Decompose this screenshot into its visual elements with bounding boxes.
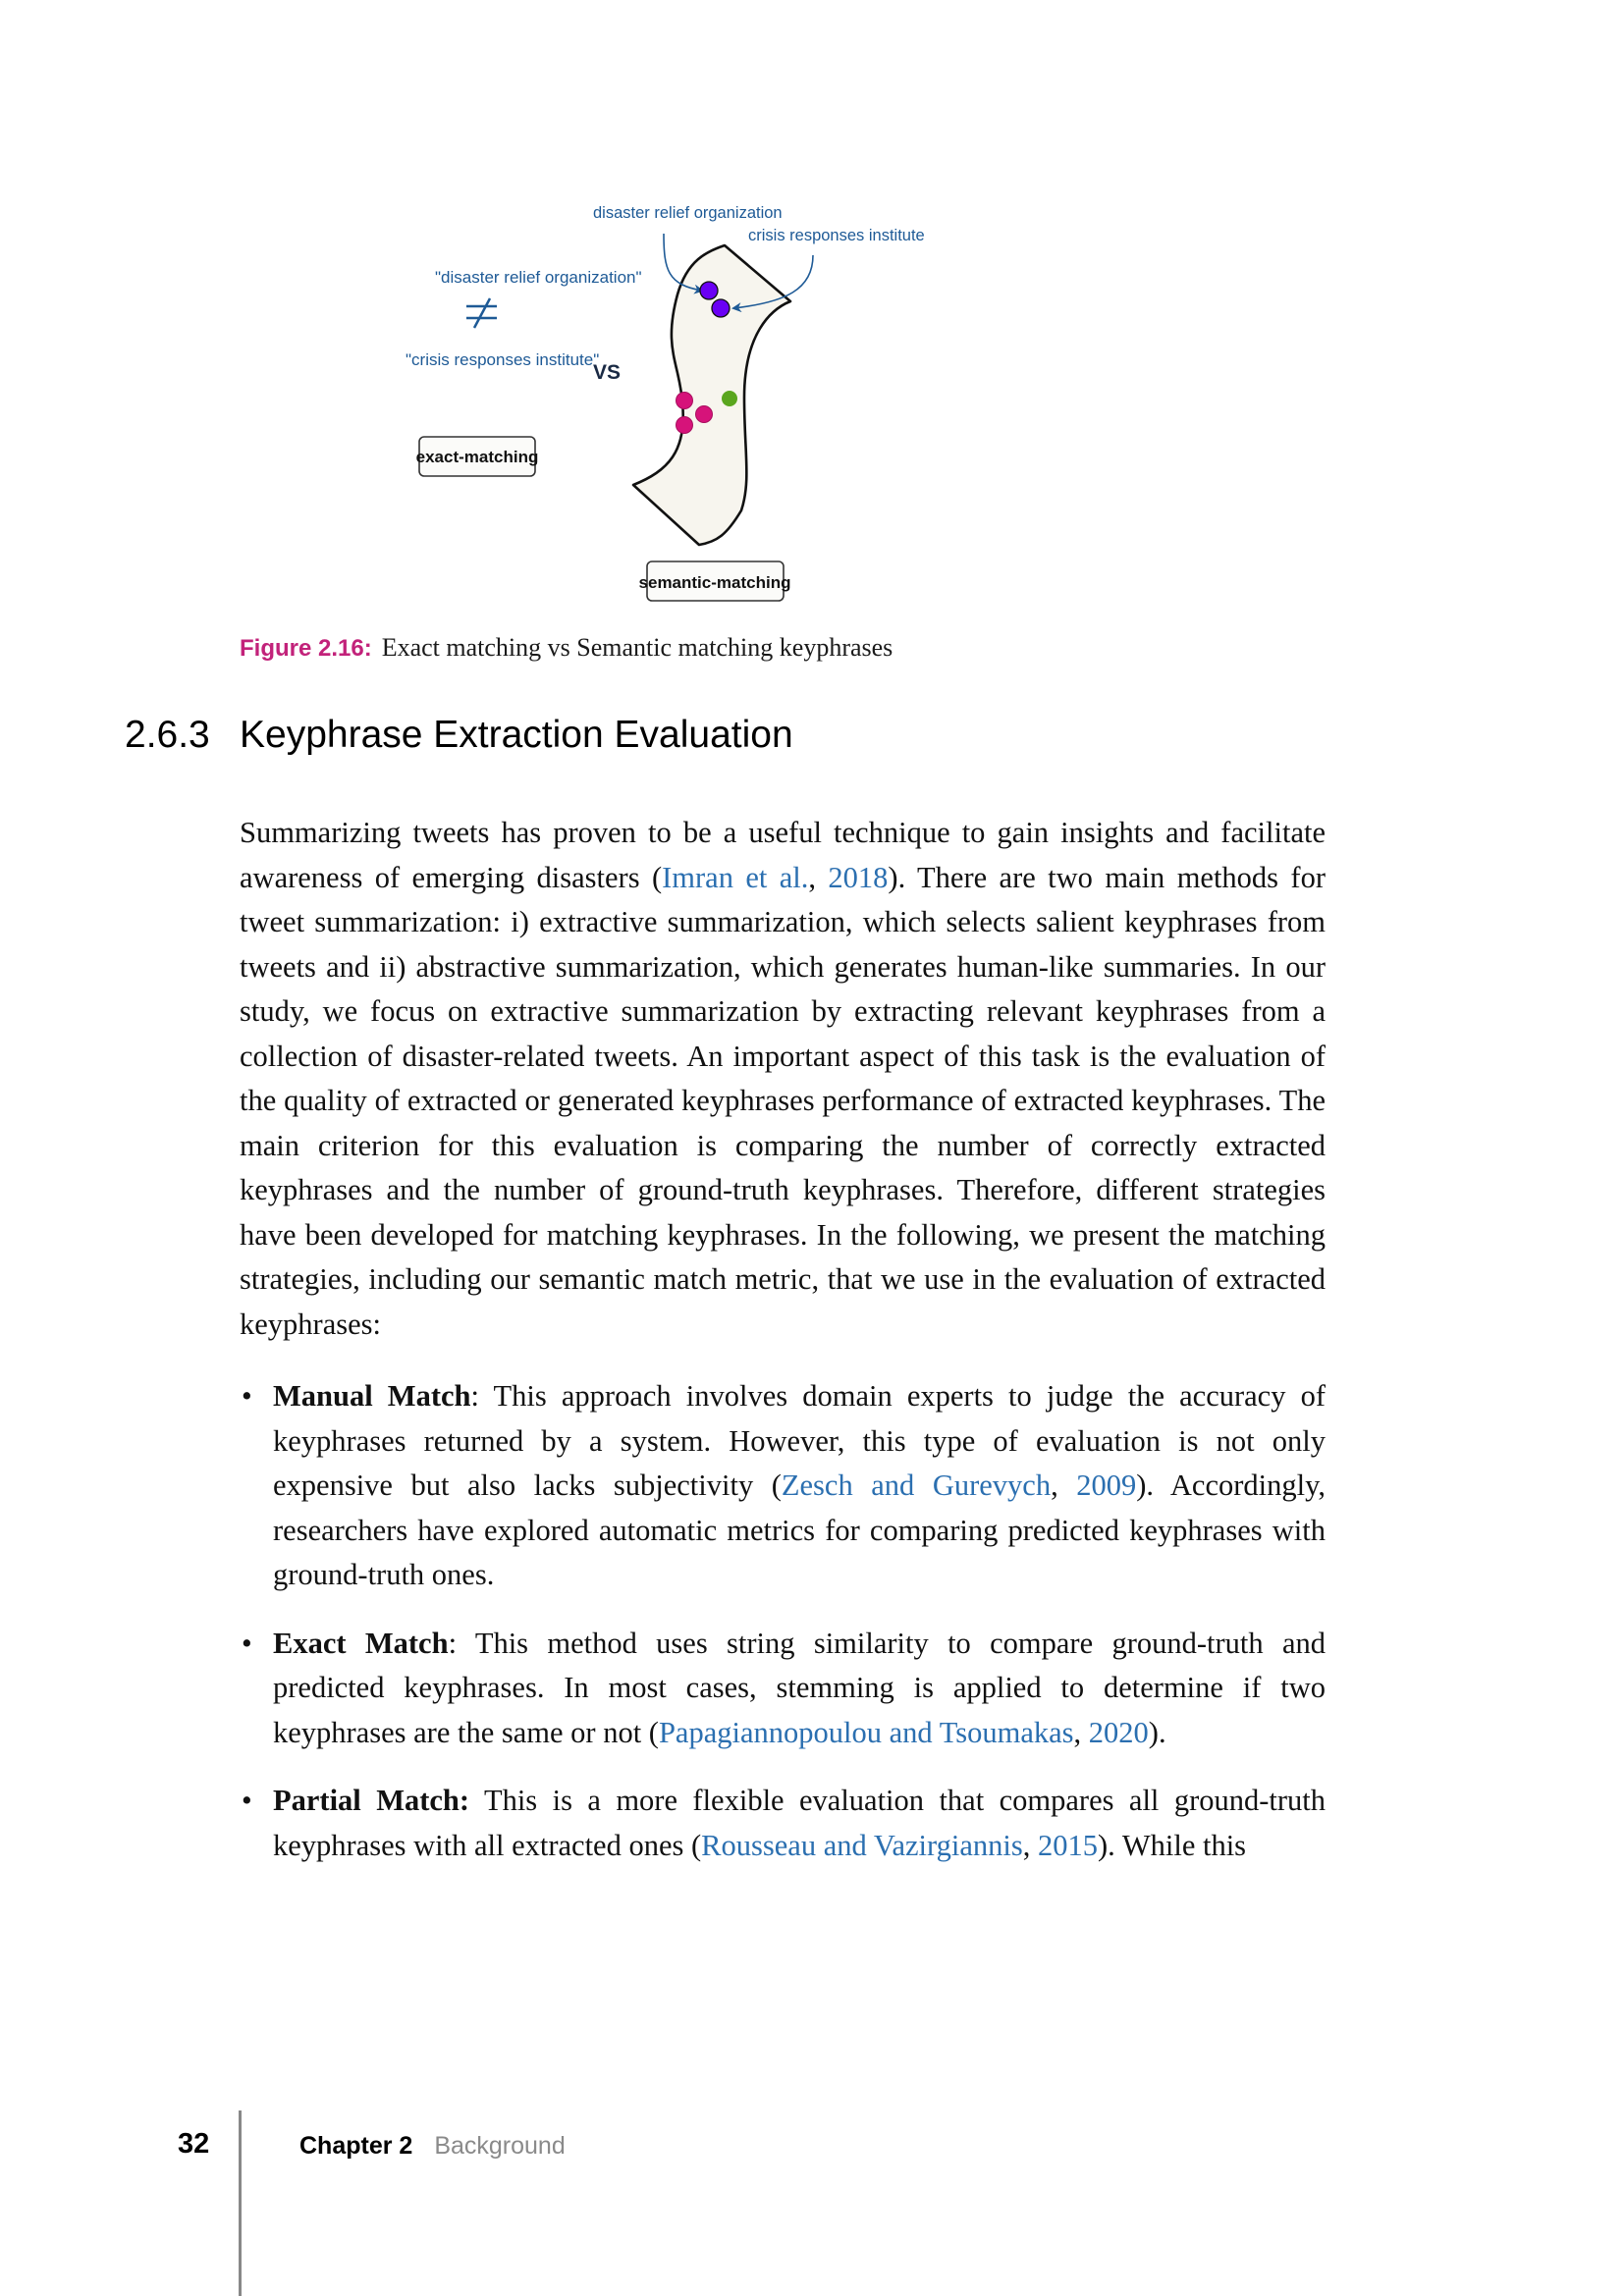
footer-divider xyxy=(239,2110,242,2296)
vs-label: VS xyxy=(593,361,622,384)
bullet-icon: • xyxy=(242,1379,252,1413)
citation-separator: , xyxy=(808,860,829,894)
left-phrase-crisis-responses: "crisis responses institute" xyxy=(406,350,600,369)
figure-caption xyxy=(240,631,893,666)
paragraph-text-start: Summarizing tweets has proven to be a useful technique to gain insights and facilitate awareness of emerging disasters ( xyxy=(240,816,1326,894)
list-item-tail: ). Accordingly, researchers have explored automatic metrics for comparing predicted keyphrases with ground-truth ones. xyxy=(273,1468,1326,1591)
list-item-term: Manual Match xyxy=(273,1379,471,1413)
list-item-term: Exact Match xyxy=(273,1626,449,1660)
semantic-matching-box xyxy=(639,561,791,601)
arrow-label-crisis-responses: crisis responses institute xyxy=(748,227,925,244)
figure-caption-text: Exact matching vs Semantic matching keyphrases xyxy=(381,633,893,662)
citation-papagiannopoulou-author[interactable]: Papagiannopoulou and Tsoumakas xyxy=(658,1715,1074,1749)
list-item-manual-match xyxy=(240,1374,1326,1598)
citation-separator: , xyxy=(1051,1468,1077,1502)
semantic-matching-label: semantic-matching xyxy=(638,573,791,592)
citation-separator: , xyxy=(1073,1715,1089,1749)
point-crisis-responses xyxy=(712,299,730,317)
not-equal-icon xyxy=(466,298,497,328)
list-item-term: Partial Match: xyxy=(273,1784,470,1817)
citation-zesch-year[interactable]: 2009 xyxy=(1076,1468,1137,1502)
figure-caption-label: Figure 2.16: xyxy=(240,635,372,662)
figure-exact-vs-semantic xyxy=(393,187,1178,628)
intro-paragraph xyxy=(240,811,1326,1347)
citation-papagiannopoulou-year[interactable]: 2020 xyxy=(1088,1715,1149,1749)
list-item-text: : This method uses string similarity to compare ground-truth and predicted keyphrases. In most cases, stemming is applied to determine if two keyphrases are the same or not ( xyxy=(273,1626,1326,1749)
list-item-text: : This approach involves domain experts to judge the accuracy of keyphrases returned by a system. However, this type of evaluation is not only expensive but also lacks subjectivity ( xyxy=(273,1379,1326,1502)
exact-matching-label: exact-matching xyxy=(415,448,539,466)
running-footer xyxy=(299,2132,566,2161)
bullet-icon: • xyxy=(242,1626,252,1660)
point-green xyxy=(722,391,737,406)
list-item-tail: ). While this xyxy=(1097,1828,1247,1862)
point-disaster-relief xyxy=(700,282,718,299)
section-heading xyxy=(125,714,793,757)
matching-strategies-list xyxy=(240,1374,1326,1892)
point-magenta-1 xyxy=(677,393,693,409)
citation-separator: , xyxy=(1022,1828,1038,1862)
footer-chapter-label: Chapter 2 xyxy=(299,2132,413,2160)
citation-imran-author[interactable]: Imran et al. xyxy=(662,860,809,894)
page-number: 32 xyxy=(178,2128,210,2160)
point-magenta-2 xyxy=(677,417,693,434)
left-phrase-disaster-relief: "disaster relief organization" xyxy=(435,268,642,287)
list-item-tail: ). xyxy=(1148,1715,1166,1749)
citation-imran-year[interactable]: 2018 xyxy=(828,860,889,894)
arrow-label-disaster-relief: disaster relief organization xyxy=(593,204,783,222)
citation-rousseau-year[interactable]: 2015 xyxy=(1037,1828,1098,1862)
list-item-exact-match xyxy=(240,1622,1326,1756)
paragraph-text-rest: ). There are two main methods for tweet summarization: i) extractive summarization, which selects salient keyphrases from tweets and ii) abstractive summarization, which generates human-like summaries. In our study, we focus on extractive summarization by extracting relevant keyphrases from a collection of disaster-related tweets. An important aspect of this task is the evaluation of the quality of extracted or generated keyphrases performance of extracted keyphrases. The main criterion for this evaluation is comparing the number of correctly extracted keyphrases and the number of ground-truth keyphrases. Therefore, different strategies have been developed for matching keyphrases. In the following, we present the matching strategies, including our semantic match metric, that we use in the evaluation of extracted keyphrases: xyxy=(240,860,1326,1341)
list-item-partial-match xyxy=(240,1779,1326,1868)
section-title: Keyphrase Extraction Evaluation xyxy=(240,714,793,756)
point-magenta-3 xyxy=(696,406,713,423)
section-number: 2.6.3 xyxy=(125,714,210,756)
list-item-text: This is a more flexible evaluation that compares all ground-truth keyphrases with all extracted ones ( xyxy=(273,1784,1326,1862)
citation-rousseau-author[interactable]: Rousseau and Vazirgiannis xyxy=(701,1828,1023,1862)
citation-zesch-author[interactable]: Zesch and Gurevych xyxy=(781,1468,1052,1502)
bullet-icon: • xyxy=(242,1784,252,1817)
exact-matching-box xyxy=(416,437,539,476)
footer-chapter-title: Background xyxy=(434,2132,566,2160)
figure-diagram xyxy=(393,187,1178,628)
